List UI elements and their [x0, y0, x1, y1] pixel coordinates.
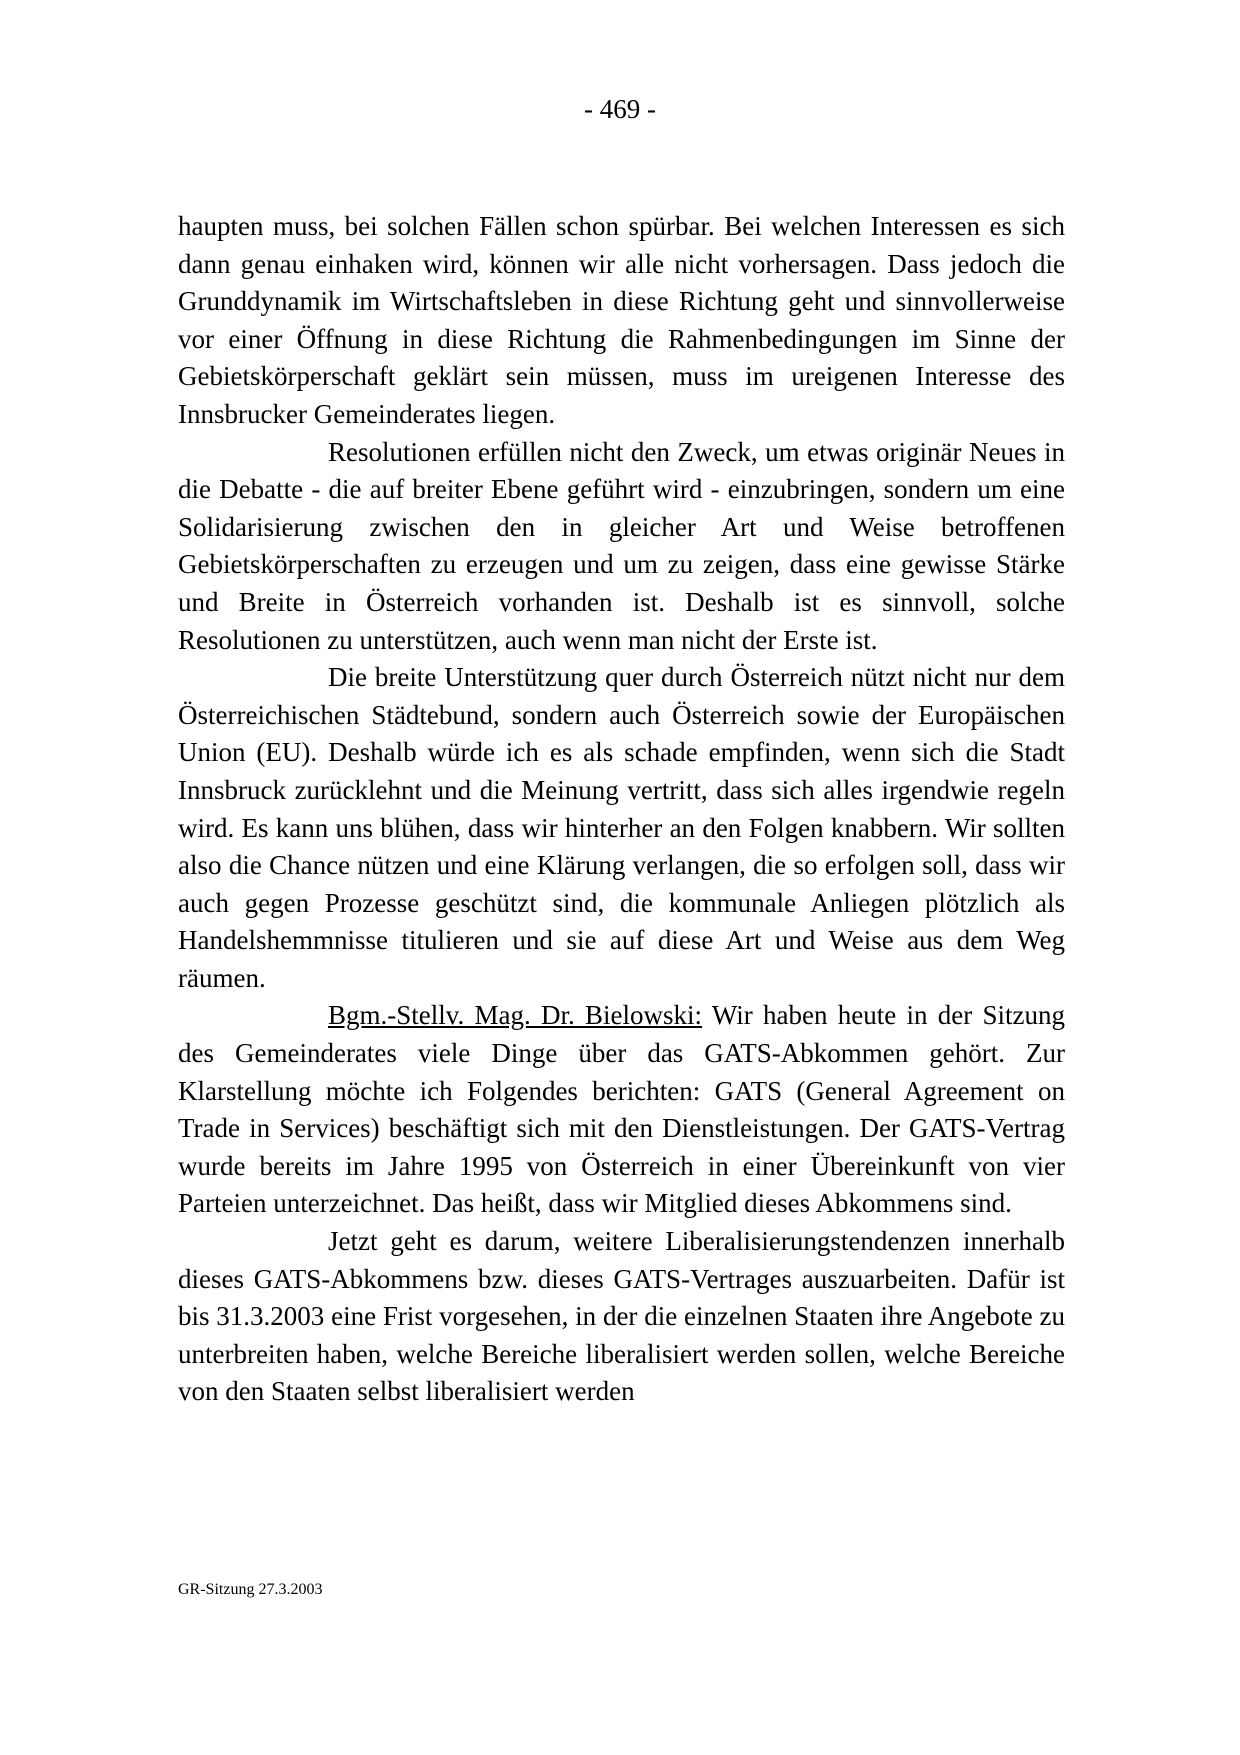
document-body [178, 208, 1065, 1411]
page-number: - 469 - [584, 94, 656, 124]
paragraph-1: haupten muss, bei solchen Fällen schon spürbar. Bei welchen Interessen es sich dann genau einhaken wird, können wir alle nicht vorhersagen. Dass jedoch die Grunddynamik im Wirtschaftsleben in diese Richtung geht und sinnvollerweise vor einer Öffnung in diese Richtung die Rahmenbedingungen im Sinne der Gebietskörperschaft geklärt sein müssen, muss im ureigenen Interesse des Innsbrucker Gemeinderates liegen. [178, 211, 1065, 429]
speaker-name: Bgm.-Stellv. Mag. Dr. Bielowski: [328, 1000, 703, 1031]
paragraph-3: Die breite Unterstützung quer durch Österreich nützt nicht nur dem Österreichischen Städtebund, sondern auch Österreich sowie der Europäischen Union (EU). Deshalb würde ich es als schade empfinden, wenn sich die Stadt Innsbruck zurücklehnt und die Meinung vertritt, dass sich alles irgendwie regeln wird. Es kann uns blühen, dass wir hinterher an den Folgen knabbern. Wir sollten also die Chance nützen und eine Klärung verlangen, die so erfolgen soll, dass wir auch gegen Prozesse geschützt sind, die kommunale Anliegen plötzlich als Handelshemmnisse titulieren und sie auf diese Art und Weise aus dem Weg räumen. [178, 662, 1065, 993]
speaker-statement: Wir haben heute in der Sitzung des Gemeinderates viele Dinge über das GATS-Abkommen gehört. Zur Klarstellung möchte ich Folgendes berichten: GATS (General Agreement on Trade in Services) beschäftigt sich mit den Dienstleistungen. Der GATS-Vertrag wurde bereits im Jahre 1995 von Österreich in einer Übereinkunft von vier Parteien unterzeichnet. Das heißt, dass wir Mitglied dieses Abkommens sind. [178, 1000, 1066, 1219]
footer-session-label: GR-Sitzung 27.3.2003 [178, 1581, 323, 1598]
paragraph-5: Jetzt geht es darum, weitere Liberalisierungstendenzen innerhalb dieses GATS-Abkommens bzw. dieses GATS-Vertrages auszuarbeiten. Dafür ist bis 31.3.2003 eine Frist vorgesehen, in der die einzelnen Staaten ihre Angebote zu unterbreiten haben, welche Bereiche liberalisiert werden sollen, welche Bereiche von den Staaten selbst liberalisiert werden [178, 1226, 1065, 1407]
paragraph-4 [178, 997, 1065, 1223]
paragraph-2: Resolutionen erfüllen nicht den Zweck, um etwas originär Neues in die Debatte - die auf breiter Ebene geführt wird - einzubringen, sondern um eine Solidarisierung zwischen den in gleicher Art und Weise betroffenen Gebietskörperschaften zu erzeugen und um zu zeigen, dass eine gewisse Stärke und Breite in Österreich vorhanden ist. Deshalb ist es sinnvoll, solche Resolutionen zu unterstützen, auch wenn man nicht der Erste ist. [178, 436, 1065, 655]
